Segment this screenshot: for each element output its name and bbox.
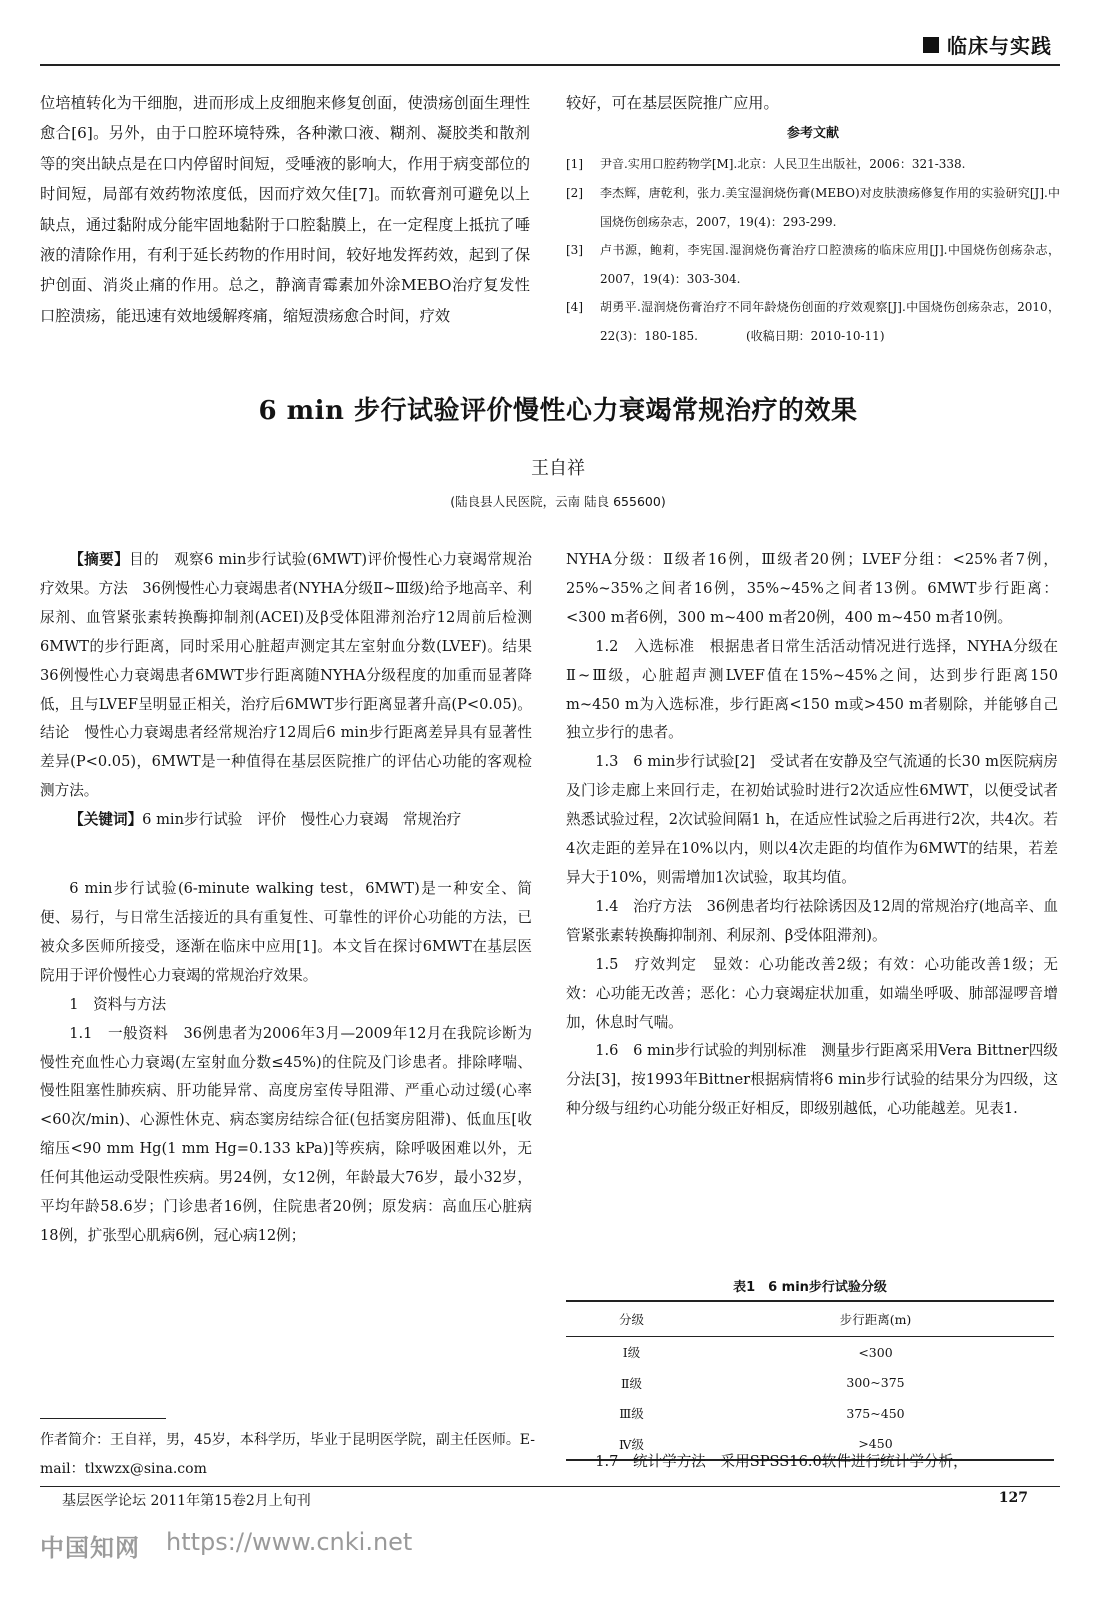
reference-text: 李杰辉，唐乾利，张力.美宝湿润烧伤膏(MEBO)对皮肤溃疡修复作用的实验研究[J].中国烧伤创疡杂志，2007，19(4)：293-299. — [600, 186, 1060, 229]
table-row — [566, 1368, 1054, 1399]
reference-number: [3] — [566, 243, 583, 258]
header-rule — [40, 64, 1060, 66]
reference-text: 尹音.实用口腔药物学[M].北京：人民卫生出版社，2006：321-338. — [600, 157, 966, 172]
intro-paragraph: 6 min步行试验(6-minute walking test，6MWT)是一种安全、简便、易行，与日常生活接近的具有重复性、可靠性的评价心功能的方法，已被众多医师所接受，逐渐在临床中应用[1]。本文旨在探讨6MWT在基层医院用于评价慢性心力衰竭的常规治疗效果。 — [40, 880, 532, 984]
table-cell: <300 — [858, 1344, 893, 1360]
table-title: 表1 6 min步行试验分级 — [733, 1280, 887, 1295]
paragraph-1-1-cont: NYHA分级：Ⅱ级者16例，Ⅲ级者20例；LVEF分组：<25%者7例，25%~35%之间者16例，35%~45%之间者13例。6MWT步行距离：<300 m者6例，300 m~400 m者20例，400 m~450 m者10例。 — [566, 551, 1058, 626]
prev-article-paragraph — [40, 88, 530, 331]
reference-list — [566, 150, 1060, 350]
paragraph-1-1: 1.1 一般资料 36例患者为2006年3月—2009年12月在我院诊断为慢性充血性心力衰竭(左室射血分数≤45%)的住院及门诊患者。排除哮喘、慢性阻塞性肺疾病、肝功能异常、高度房室传导阻滞、严重心动过缓(心率<60次/min)、心源性休克、病态窦房结综合征(包括窦房阻滞)、低血压[收缩压<90 mm Hg(1 mm Hg=0.133 kPa)]等疾病，除呼吸困难以外，无任何其他运动受限性疾病。男24例，女12例，年龄最大76岁，最小32岁，平均年龄58.6岁；门诊患者16例，住院患者20例；原发病：高血压心脏病18例，扩张型心肌病6例，冠心病12例； — [40, 1024, 532, 1244]
table-cell: Ⅰ级 — [622, 1345, 641, 1361]
left-column — [40, 546, 547, 1251]
table-cell: Ⅳ级 — [566, 1429, 697, 1461]
reference-text: 胡勇平.湿润烧伤膏治疗不同年龄烧伤创面的疗效观察[J].中国烧伤创疡杂志，2010，22(3)：180-185. (收稿日期：2010-10-11) — [600, 300, 1060, 343]
watermark-url: https://www.cnki.net — [166, 1528, 413, 1556]
reference-item — [566, 150, 1060, 179]
prev-article-continuation: 较好，可在基层医院推广应用。 — [566, 94, 779, 112]
keywords-text: 6 min步行试验 评价 慢性心力衰竭 常规治疗 — [142, 811, 462, 829]
abstract-text: 目的 观察6 min步行试验(6MWT)评价慢性心力衰竭常规治疗效果。方法 36例慢性心力衰竭患者(NYHA分级Ⅱ~Ⅲ级)给予地高辛、利尿剂、血管紧张素转换酶抑制剂(ACEI)及β受体阻滞剂治疗12周前后检测6MWT的步行距离，同时采用心脏超声测定其左室射血分数(LVEF)。结果 36例慢性心力衰竭患者6MWT步行距离随NYHA分级程度的加重而显著降低，且与LVEF呈明显正相关，治疗后6MWT步行距离显著升高(P<0.05)。结论 慢性心力衰竭患者经常规治疗12周后6 min步行距离差异具有显著性差异(P<0.05)，6MWT是一种值得在基层医院推广的评估心功能的客观检测方法。 — [40, 551, 547, 800]
reference-item — [566, 293, 1060, 350]
abstract-label: 【摘要】 — [69, 551, 130, 568]
paragraph-1-4: 1.4 治疗方法 36例患者均行祛除诱因及12周的常规治疗(地高辛、血管紧张素转换酶抑制剂、利尿剂、β受体阻滞剂)。 — [566, 897, 1058, 944]
table-cell: 300~375 — [846, 1375, 905, 1391]
walking-distance-table — [566, 1300, 1054, 1461]
footer-rule — [40, 1486, 1060, 1487]
prev-article-text: 位培植转化为干细胞，进而形成上皮细胞来修复创面，使溃疡创面生理性愈合[6]。另外，由于口腔环境特殊，各种漱口液、糊剂、凝胶类和散剂等的突出缺点是在口内停留时间短，受唾液的影响大，作用于病变部位的时间短，局部有效药物浓度低，因而疗效欠佳[7]。而软膏剂可避免以上缺点，通过黏附成分能牢固地黏附于口腔黏膜上，在一定程度上抵抗了唾液的清除作用，有利于延长药物的作用时间，较好地发挥药效，起到了保护创面、消炎止痛的作用。总之，静滴青霉素加外涂MEBO治疗复发性口腔溃疡，能迅速有效地缓解疼痛，缩短溃疡愈合时间，疗效 — [40, 94, 530, 325]
table-cell: >450 — [697, 1429, 1054, 1461]
section-tag — [923, 30, 1052, 59]
footnote-rule — [40, 1418, 166, 1419]
article-affiliation: (陆良县人民医院，云南 陆良 655600) — [450, 494, 666, 509]
reference-number: [1] — [566, 157, 583, 172]
page-number: 127 — [998, 1490, 1028, 1506]
table-header-grade: 分级 — [566, 1301, 697, 1337]
keywords — [40, 806, 532, 835]
table-cell: Ⅲ级 — [619, 1406, 644, 1422]
paragraph-1-2: 1.2 入选标准 根据患者日常生活活动情况进行选择，NYHA分级在Ⅱ~Ⅲ级，心脏超声测LVEF值在15%~45%之间，达到步行距离150 m~450 m为入选标准，步行距离<150 m或>450 m者剔除，并能够自己独立步行的患者。 — [566, 637, 1058, 742]
abstract — [40, 546, 547, 806]
reference-item — [566, 236, 1060, 293]
reference-text: 卢书源，鲍莉，李宪国.湿润烧伤膏治疗口腔溃疡的临床应用[J].中国烧伤创疡杂志，2007，19(4)：303-304. — [600, 243, 1060, 286]
prev-article-right — [566, 88, 1060, 351]
watermark-logo: 中国知网 — [40, 1534, 140, 1562]
reference-number: [4] — [566, 300, 583, 315]
table-header-row — [566, 1301, 1054, 1337]
table-row — [566, 1398, 1054, 1429]
reference-item — [566, 179, 1060, 236]
article-author: 王自祥 — [531, 458, 585, 479]
author-footnote: 作者简介：王自祥，男，45岁，本科学历，毕业于昆明医学院，副主任医师。E-mail：tlxwzx@sina.com — [40, 1432, 536, 1477]
section-label: 临床与实践 — [947, 34, 1052, 58]
paragraph-1-7-box — [566, 1448, 1058, 1477]
table-row — [566, 1337, 1054, 1368]
right-column — [566, 546, 1058, 1124]
spacer — [40, 835, 532, 875]
paragraph-1-3: 1.3 6 min步行试验[2] 受试者在安静及空气流通的长30 m医院病房及门诊走廊上来回行走，在初始试验时进行2次适应性6MWT，以便受试者熟悉试验过程，2次试验间隔1 h，在适应性试验之后再进行2次，共4次。若4次走距的差异在10%以内，则以4次走距的均值作为6MWT的结果，若差异大于10%，则需增加1次试验，取其均值。 — [566, 753, 1058, 886]
journal-info: 基层医学论坛 2011年第15卷2月上旬刊 — [62, 1493, 311, 1509]
table-container — [566, 1300, 1054, 1461]
article-title: 6 min 步行试验评价慢性心力衰竭常规治疗的效果 — [258, 396, 858, 426]
table-header-distance: 步行距离(m) — [697, 1301, 1054, 1337]
section-heading: 1 资料与方法 — [69, 995, 167, 1013]
references-title: 参考文献 — [786, 126, 839, 142]
paragraph-1-5: 1.5 疗效判定 显效：心功能改善2级；有效：心功能改善1级；无效：心功能无改善；恶化：心力衰竭症状加重，如端坐呼吸、肺部湿啰音增加，休息时气喘。 — [566, 955, 1058, 1031]
square-icon — [923, 37, 939, 53]
watermark — [40, 1528, 412, 1563]
reference-number: [2] — [566, 186, 583, 200]
table-cell: Ⅱ级 — [621, 1375, 642, 1391]
paragraph-1-7: 1.7 统计学方法 采用SPSS16.0软件进行统计学分析， — [595, 1453, 968, 1470]
table-cell: 375~450 — [846, 1405, 905, 1421]
paragraph-1-6: 1.6 6 min步行试验的判别标准 测量步行距离采用Vera Bittner四级分法[3]，按1993年Bittner根据病情将6 min步行试验的结果分为四级，这种分级与纽约心功能分级正好相反，即级别越低，心功能越差。见表1. — [566, 1042, 1058, 1118]
keywords-label: 【关键词】 — [69, 811, 143, 829]
